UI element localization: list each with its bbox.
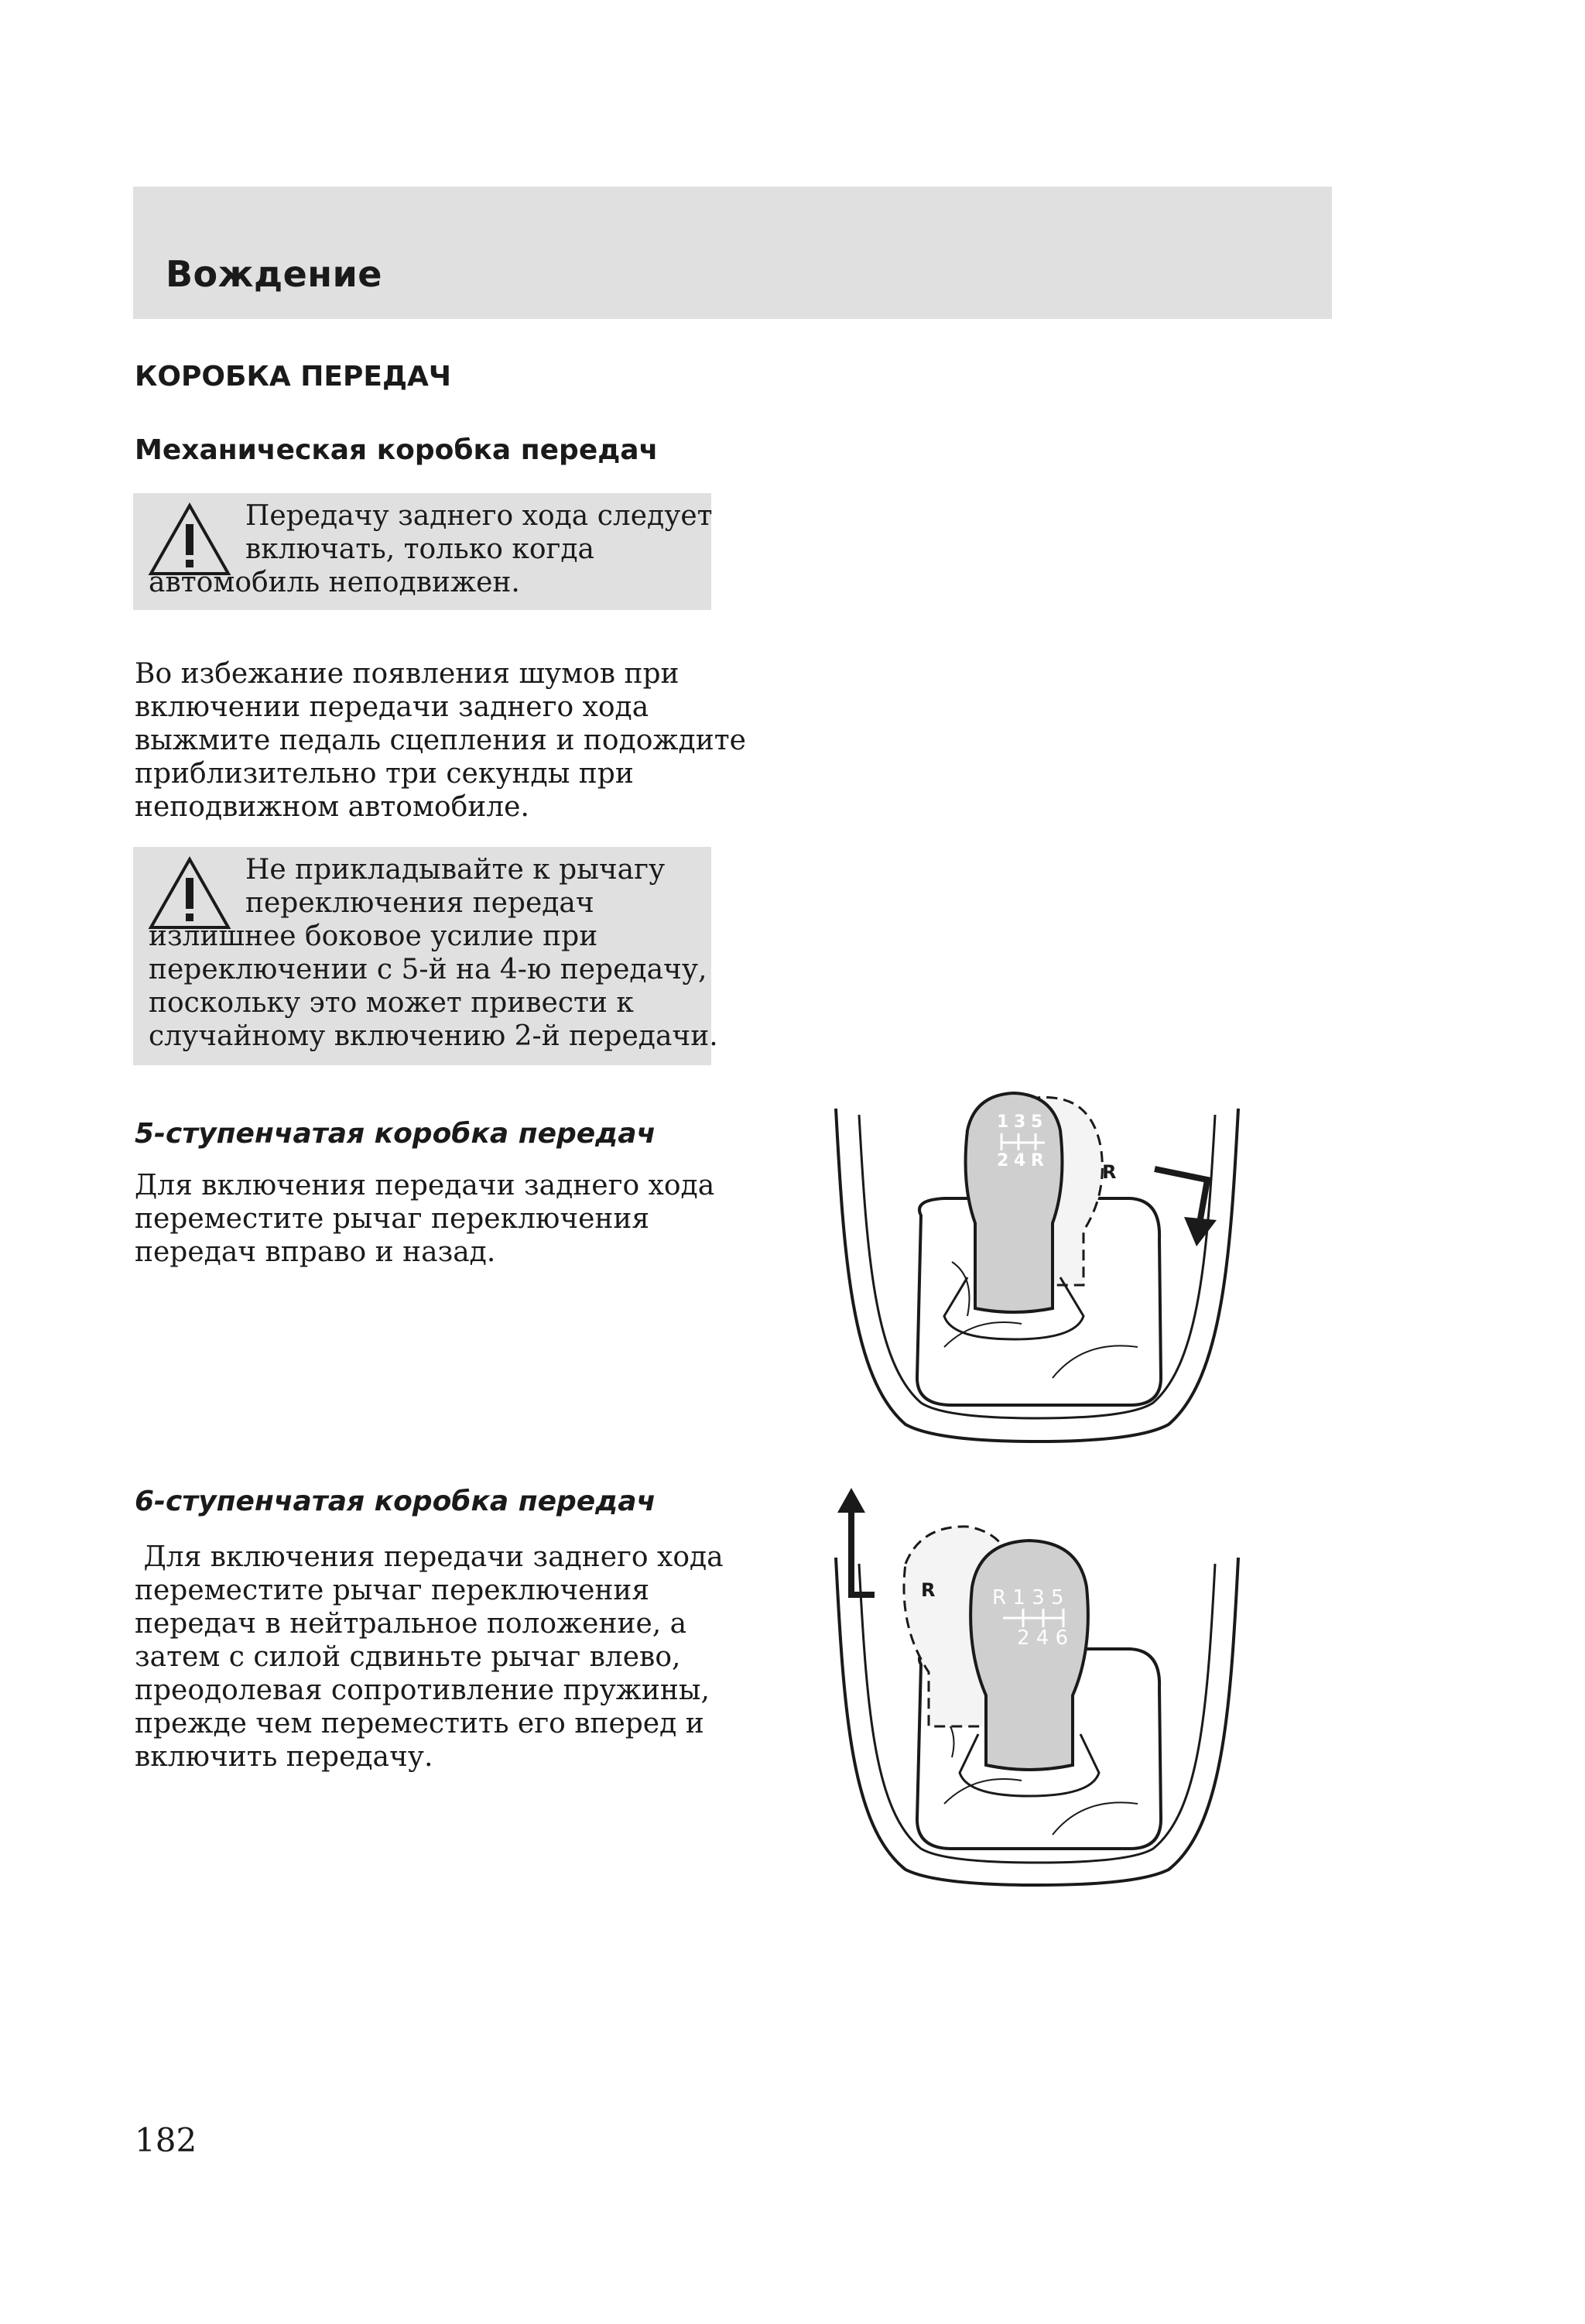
gear-label: 1 xyxy=(997,1112,1009,1132)
arrow-right-down-icon xyxy=(1155,1169,1207,1223)
warning-text-line: переключении с 5-й на 4-ю передачу, xyxy=(149,954,707,985)
warning-text-line: случайному включению 2-й передачи. xyxy=(149,1020,718,1052)
warning-text-line: автомобиль неподвижен. xyxy=(149,567,520,598)
paragraph-line: Во избежание появления шумов при xyxy=(135,658,680,690)
paragraph-line: Для включения передачи заднего хода xyxy=(135,1541,724,1573)
paragraph-line: приблизительно три секунды при xyxy=(135,758,634,790)
paragraph-line: переместите рычаг переключения xyxy=(135,1575,650,1606)
chapter-title: Вождение xyxy=(166,253,382,295)
warning-text-line: переключения передач xyxy=(245,887,594,919)
gear-label: 5 xyxy=(1031,1112,1043,1132)
six-speed-paragraph xyxy=(135,1541,724,1774)
paragraph-line: передач вправо и назад. xyxy=(135,1236,496,1268)
paragraph-line: затем с силой сдвиньте рычаг влево, xyxy=(135,1641,681,1673)
paragraph-line: Для включения передачи заднего хода xyxy=(135,1170,715,1201)
warning-text-line: излишнее боковое усилие при xyxy=(149,920,598,952)
chapter-header xyxy=(133,187,1332,319)
page-number: 182 xyxy=(135,2121,197,2159)
gear-pattern-top: R 1 3 5 xyxy=(992,1586,1064,1609)
gear-label: R xyxy=(1031,1151,1044,1171)
six-speed-title: 6-ступенчатая коробка передач xyxy=(135,1486,656,1517)
warning-box-side-force xyxy=(133,847,718,1065)
arrow-left-up-icon xyxy=(851,1510,875,1595)
paragraph-line: включении передачи заднего хода xyxy=(135,691,649,723)
paragraph-line: переместите рычаг переключения xyxy=(135,1203,650,1235)
warning-text-line: включать, только когда xyxy=(245,533,594,565)
five-speed-title: 5-ступенчатая коробка передач xyxy=(135,1118,656,1150)
clutch-paragraph xyxy=(135,657,746,824)
subsection-title: Механическая коробка передач xyxy=(135,434,659,466)
gear-pattern-bottom: 2 4 6 xyxy=(1017,1626,1069,1650)
gear-label: 4 xyxy=(1014,1151,1026,1171)
warning-box-reverse xyxy=(133,493,711,610)
paragraph-line: выжмите педаль сцепления и подождите xyxy=(135,725,746,756)
gear-label: 2 xyxy=(997,1151,1009,1171)
paragraph-line: включить передачу. xyxy=(135,1741,433,1773)
warning-text-line: Не прикладывайте к рычагу xyxy=(245,854,666,886)
warning-text-line: поскольку это может привести к xyxy=(149,987,634,1019)
paragraph-line: передач в нейтральное положение, а xyxy=(135,1608,687,1640)
reverse-label: R xyxy=(921,1579,936,1601)
gear-label: 3 xyxy=(1014,1112,1026,1132)
five-speed-shifter-illustration xyxy=(820,1084,1254,1448)
five-speed-paragraph xyxy=(135,1169,714,1269)
section-title: КОРОБКА ПЕРЕДАЧ xyxy=(135,361,451,392)
paragraph-line: преодолевая сопротивление пружины, xyxy=(135,1674,710,1706)
warning-text-line: Передачу заднего хода следует xyxy=(245,500,713,532)
paragraph-line: неподвижном автомобиле. xyxy=(135,791,529,823)
reverse-label: R xyxy=(1102,1161,1117,1183)
six-speed-shifter-illustration xyxy=(820,1479,1254,1897)
paragraph-line: прежде чем переместить его вперед и xyxy=(135,1708,704,1740)
